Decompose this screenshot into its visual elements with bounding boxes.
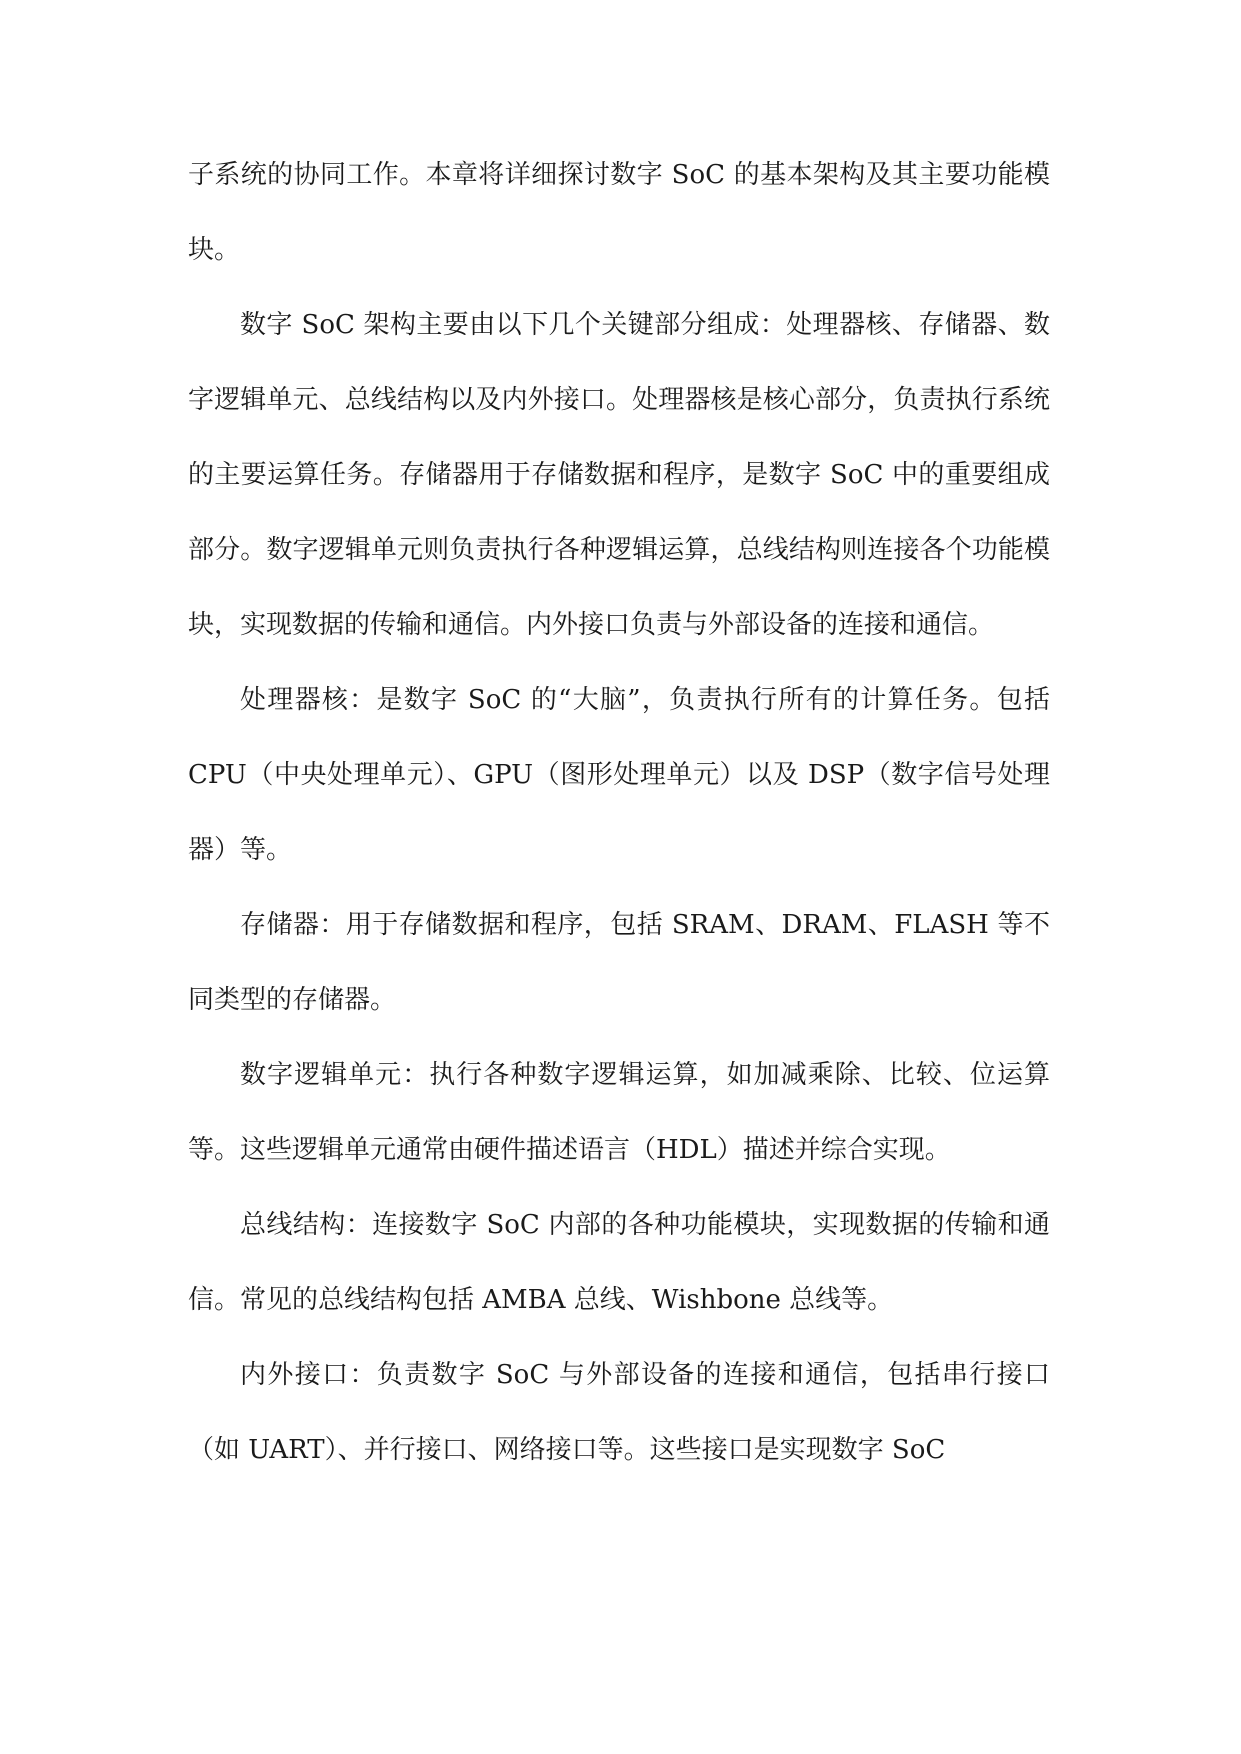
document-body: [188, 138, 1050, 1488]
paragraph-interfaces: 内外接口：负责数字 SoC 与外部设备的连接和通信，包括串行接口（如 UART）、并行接口、网络接口等。这些接口是实现数字 SoC: [188, 1360, 1050, 1465]
paragraph-bus-structure: 总线结构：连接数字 SoC 内部的各种功能模块，实现数据的传输和通信。常见的总线结构包括 AMBA 总线、Wishbone 总线等。: [188, 1210, 1050, 1315]
paragraph-continuation: 子系统的协同工作。本章将详细探讨数字 SoC 的基本架构及其主要功能模块。: [188, 160, 1050, 265]
paragraph-processor-core: 处理器核：是数字 SoC 的“大脑”，负责执行所有的计算任务。包括 CPU（中央处理单元）、GPU（图形处理单元）以及 DSP（数字信号处理器）等。: [188, 685, 1050, 865]
paragraph-digital-logic: 数字逻辑单元：执行各种数字逻辑运算，如加减乘除、比较、位运算等。这些逻辑单元通常由硬件描述语言（HDL）描述并综合实现。: [188, 1060, 1050, 1165]
paragraph-soc-architecture: 数字 SoC 架构主要由以下几个关键部分组成：处理器核、存储器、数字逻辑单元、总线结构以及内外接口。处理器核是核心部分，负责执行系统的主要运算任务。存储器用于存储数据和程序，是数字 SoC 中的重要组成部分。数字逻辑单元则负责执行各种逻辑运算，总线结构则连接各个功能模块，实现数据的传输和通信。内外接口负责与外部设备的连接和通信。: [188, 310, 1050, 640]
paragraph-memory: 存储器：用于存储数据和程序，包括 SRAM、DRAM、FLASH 等不同类型的存储器。: [188, 910, 1050, 1015]
